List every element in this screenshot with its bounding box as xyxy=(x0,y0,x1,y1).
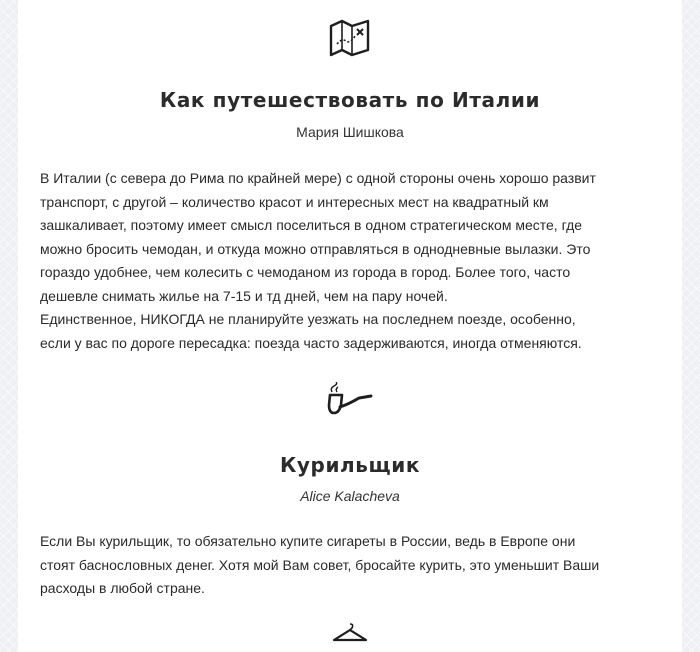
body-line: Единственное, НИКОГДА не планируйте уезжать на последнем поезде, особенно, xyxy=(40,311,576,327)
body-line: транспорт, с другой – количество красот и интересных мест на квадратный км xyxy=(40,193,549,210)
hanger-icon xyxy=(330,623,370,645)
article-italy xyxy=(18,0,682,360)
body-line: В Италии (с севера до Рима по крайней мере) с одной стороны очень хорошо развит xyxy=(40,170,596,186)
body-line: расходы в любой стране. xyxy=(40,580,205,596)
body-line: стоят баснословных денег. Хотя мой Вам совет, бросайте курить, это уменьшит Ваши xyxy=(40,556,600,573)
article-card xyxy=(18,0,682,652)
article-author: Alice Kalacheva xyxy=(300,488,400,504)
body-line: гораздо удобнее, чем колесить с чемоданом из города в город. Более того, часто xyxy=(40,264,571,280)
article-body xyxy=(40,167,650,355)
article-author: Мария Шишкова xyxy=(296,124,404,140)
body-line: если у вас по дороге пересадка: поезда часто задерживаются, иногда отменяются. xyxy=(40,334,582,351)
pipe-icon xyxy=(325,382,375,418)
article-smoker xyxy=(18,370,682,610)
body-line: дешевле снимать жилье на 7-15 и тд дней, чем на пару ночей. xyxy=(40,287,448,304)
article-title: Как путешествовать по Италии xyxy=(159,88,541,112)
article-body xyxy=(40,530,650,601)
article-next xyxy=(18,620,682,652)
body-line: можно бросить чемодан, и откуда можно отправляться в однодневные вылазки. Это xyxy=(40,240,591,257)
article-title: Курильщик xyxy=(279,453,421,477)
map-icon xyxy=(328,18,372,58)
body-line: зашкаливает, поэтому имеет смысл поселиться в одном стратегическом месте, где xyxy=(40,217,583,233)
body-line: Если Вы курильщик, то обязательно купите сигареты в России, ведь в Европе они xyxy=(40,533,576,549)
